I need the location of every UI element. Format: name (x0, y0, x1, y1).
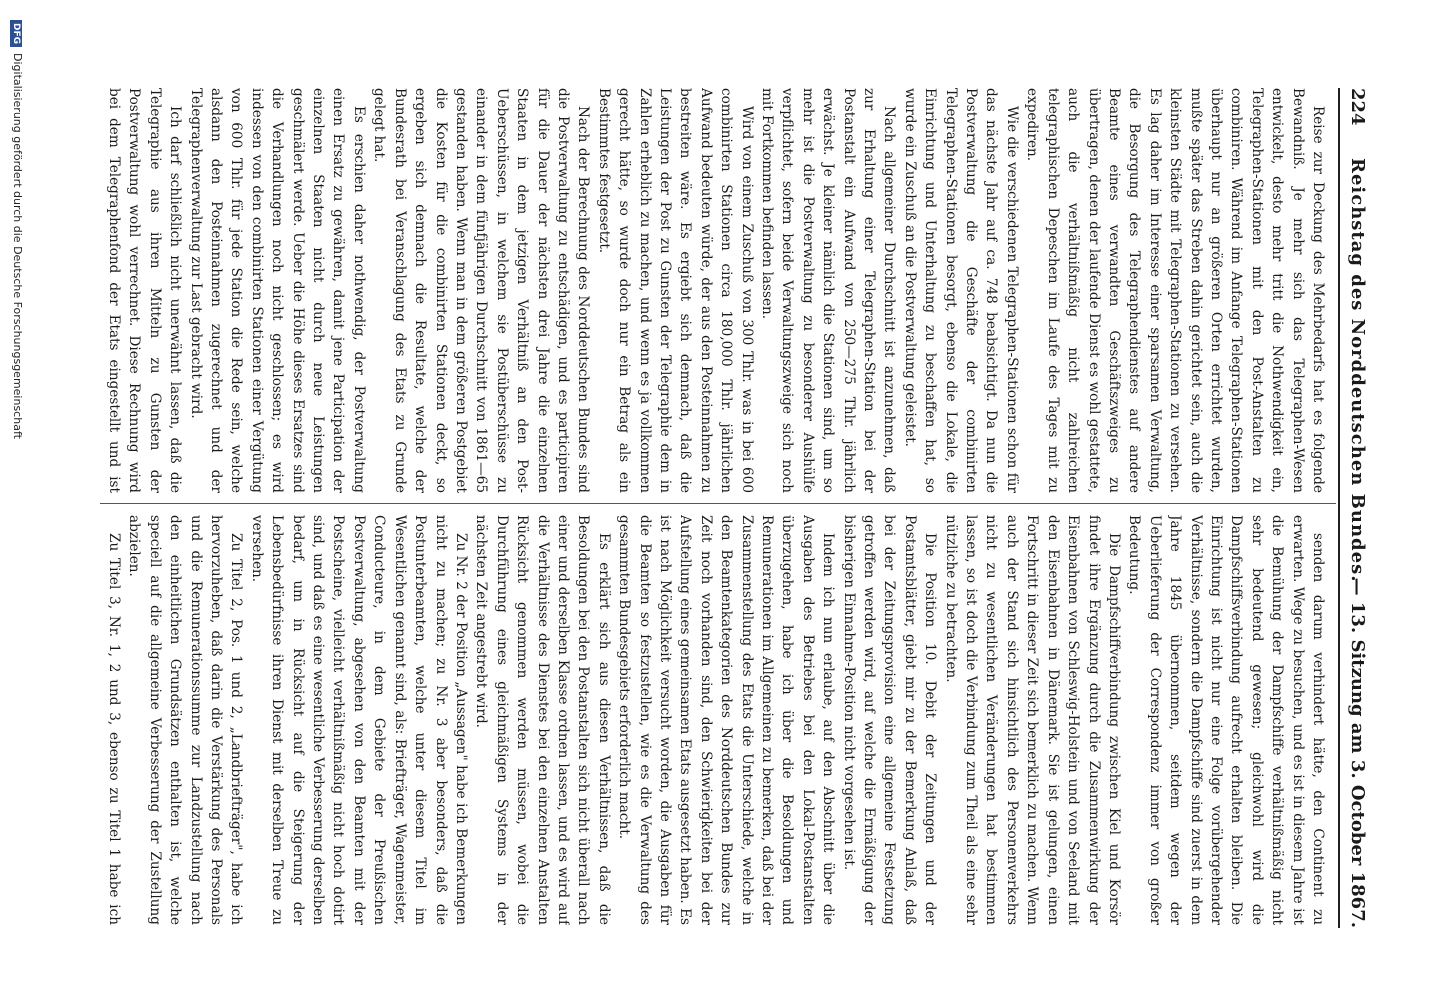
paragraph: Es erklärt sich aus diesen Verhältnissen, daß die Besoldungen bei den Postanstalten sich nicht überall nach einer und derselben Klasse ordnen lassen, und es wird auf die Verhältnisse des Dienstes bei den einzelnen Anstalten Rücksicht genommen werden müssen, wobei die Durchführung eines gleichmäßigen Systems in der nächsten Zeit angestrebt wird. (473, 515, 612, 925)
digitization-credit (10, 20, 24, 980)
paragraph: Zu Nr. 2 der Position „Aussagen" habe ich Bemerkungen nicht zu machen; zu Nr. 3 aber besonders, daß die Postunterbeamten, welche unter diesem Titel im Wesentlichen genannt sind, als: Briefträger, Wagenmeister, Conducteure, in dem Gebiete der Preußischen Postverwaltung, abgesehen von den Beamten mit der Postscheine, vielleicht verhältnißmäßig nicht hoch dotirt sind, und daß es eine wesentliche Verbesserung derselben bedarf, um in Rücksicht auf die Steigerung der Lebensbedürfnisse ihren Dienst mit derselben Treue zu versehen. (248, 515, 469, 925)
paragraph: Die Position 10. Debit der Zeitungen und der Postamtsblätter, giebt mir zu der Bemerkung Anlaß, daß bei der Zeitungsprovision eine allgemeine Festsetzung getroffen werden wird, auf welche die Ermäßigung der bisherigen Einnahme-Position nicht vorgesehen ist. (840, 515, 939, 925)
page-title: Reichstag des Norddeutschen Bundes. (1347, 158, 1368, 583)
right-column (106, 515, 1328, 925)
paragraph: senden darum verhindert hätte, den Continent zu erwarten. Wege zu besuchen, und es ist in diesem Jahre ist die Bemühung der Dampfschiffe verhältnißmäßig nicht sehr bedeutend gewesen; gleichwohl wird die Dampfschiffsverbindung aufrecht erhalten bleiben. Die Einrichtung ist nicht nur eine Folge vorübergehender Verhältnisse, sondern die Dampfschiffe sind zuerst in dem Jahre 1845 übernommen, seitdem wegen der Ueberlieferung der Correspondenz immer von großer Bedeutung. (1126, 515, 1326, 925)
paragraph: Wie die verschiedenen Telegraphen-Stationen schon für das nächste Jahr auf ca. 748 beabsichtigt. Da nun die Postverwaltung die Geschäfte der combinirten Telegraphen-Stationen besorgt, ebenso die Lokale, die Einrichtung und Unterhaltung zu beschaffen hat, so wurde ein Zuschuß an die Postverwaltung geleistet. (901, 88, 1020, 493)
paragraph: Die Dampfschiffverbindung zwischen Kiel und Korsör findet ihre Ergänzung durch die Zusammenwirkung der Eisenbahnen von Schleswig-Holstein und von Seeland mit den Eisenbahnen in Dänemark. Sie ist gelungen, einen Fortschritt in dieser Zeit sich bemerklich zu machen. Wenn auch der Stand sich hinsichtlich des Personenverkehrs nicht zu wesentlichen Veränderungen hat bestimmen lassen, so ist doch die Verbindung zum Theil als eine sehr nützliche zu betrachten. (942, 515, 1122, 925)
left-column (106, 88, 1328, 493)
column-divider (100, 503, 1336, 504)
paragraph: Nach allgemeiner Durchschnitt ist anzunehmen, daß zur Erhaltung einer Telegraphen-Station bei der Postanstalt ein Aufwand von 250—275 Thlr. jährlich erwächst. Je kleiner nämlich die Stationen sind, um so mehr ist die Postverwaltung zu besonderer Aushülfe verpflichtet, sofern beide Verwaltungszweige sich noch mit Fortkommen befinden lassen. (759, 88, 898, 493)
paragraph: Nach der Berechnung des Norddeutschen Bundes sind die Postverwaltung zu entschädigen, und es participiren für die Dauer der nächsten drei Jahre die einzelnen Staaten in dem jetzigen Verhältniß an den Post-Ueberschüssen, in welchem sie Postüberschüsse zu einander in dem fünfjährigen Durchschnitt von 1861—65 gestanden haben. Wenn man in dem größeren Postgebiet die Kosten für die combinirten Stationen deckt, so ergeben sich demnach die Resultate, welche der Bundesrath bei Veranschlagung des Etats zu Grunde gelegt hat. (371, 88, 592, 493)
page-number: 224 (1347, 88, 1368, 126)
credit-text: Digitalisierung gefördert durch die Deutsche Forschungsgemeinschaft (11, 53, 24, 439)
paragraph: Ich darf schließlich nicht unerwähnt lassen, daß die Telegraphie aus ihren Mitteln zu Gunsten der Postverwaltung wohl verrechnet. Diese Rechnung wird bei dem Telegraphenfond der Etats eingestellt und ist (106, 88, 184, 493)
session-heading: — 13. Sitzung am 3. October 1867. (1347, 577, 1368, 928)
page-header (1338, 88, 1370, 928)
paragraph: Indem ich nun erlaube, auf den Abschnitt über die Ausgaben des Betriebes bei den Lokal-Postanstalten überzugehen, habe ich über die Besoldungen und Remunerationen im Allgemeinen zu bemerken, daß bei der Zusammenstellung des Etats die Unterschiede, welche in den Beamtenkategorien des Norddeutschen Bundes zur Zeit noch vorhanden sind, den Schwierigkeiten bei der Aufstellung eines gemeinsamen Etats ausgesetzt haben. Es ist nach Möglichkeit versucht worden, die Ausgaben für die Beamten so festzustellen, wie es die Verwaltung des gesammten Bundesgebiets erforderlich macht. (616, 515, 837, 925)
paragraph: Zu Titel 2, Pos. 1 und 2, „Landbriefträger", habe ich hervorzuheben, daß darin die Verstärkung des Personals und die Remunerationssumme zur Landzustellung nach den einheitlichen Grundsätzen enthalten ist, welche speciell auf die allgemeine Verbesserung der Zustellung abzielen. (126, 515, 245, 925)
paragraph: Wird von einem Zuschuß von 300 Thlr. was in bei 600 combinirten Stationen circa 180,000 Thlr. jährlichen Aufwand bedeuten würde, der aus den Posteinnahmen zu bestreiten wäre. Es ergiebt sich demnach, daß die Leistungen der Post zu Gunsten der Telegraphie dem in Zahlen erheblich zu machen, und wenn es ja vollkommen gerecht hätte, so wurde doch nur ein Betrag als ein Bestimmtes festgesetzt. (595, 88, 755, 493)
paragraph: Reise zur Deckung des Mehrbedarfs hat es folgende Bewandniß. Je mehr sich das Telegraphen-Wesen entwickelt, desto mehr tritt die Nothwendigkeit ein, Telegraphen-Stationen mit den Post-Anstalten zu combiniren. Während im Anfange Telegraphen-Stationen überhaupt nur an größeren Orten errichtet wurden, mußte später das Streben dahin gerichtet sein, auch die kleinsten Städte mit Telegraphen-Stationen zu versehen. Es lag daher im Interesse einer sparsamen Verwaltung, die Besorgung des Telegraphendienstes auf andere Beamte eines verwandten Geschäftszweiges zu übertragen, denen der laufende Dienst es wohl gestattete, auch die verhältnißmäßig nicht zahlreichen telegraphischen Depeschen im Laufe des Tages mit zu expediren. (1024, 88, 1326, 493)
dfg-logo: DFG (10, 20, 22, 47)
paragraph: Es erschien daher nothwendig, der Postverwaltung einen Ersatz zu gewähren, damit jene Participation der einzelnen Staaten nicht durch neue Leistungen geschmälert werde. Ueber die Höhe dieses Ersatzes sind die Verhandlungen noch nicht geschlossen; es wird indessen von den combinirten Stationen einer Vergütung von 600 Thlr. für jede Station die Rede sein, welche alsdann den Posteinnahmen zugerechnet und der Telegraphenverwaltung zur Last gebracht wird. (187, 88, 367, 493)
paragraph: Zu Titel 3, Nr. 1, 2 und 3, ebenso zu Titel 1 habe ich (106, 533, 123, 925)
